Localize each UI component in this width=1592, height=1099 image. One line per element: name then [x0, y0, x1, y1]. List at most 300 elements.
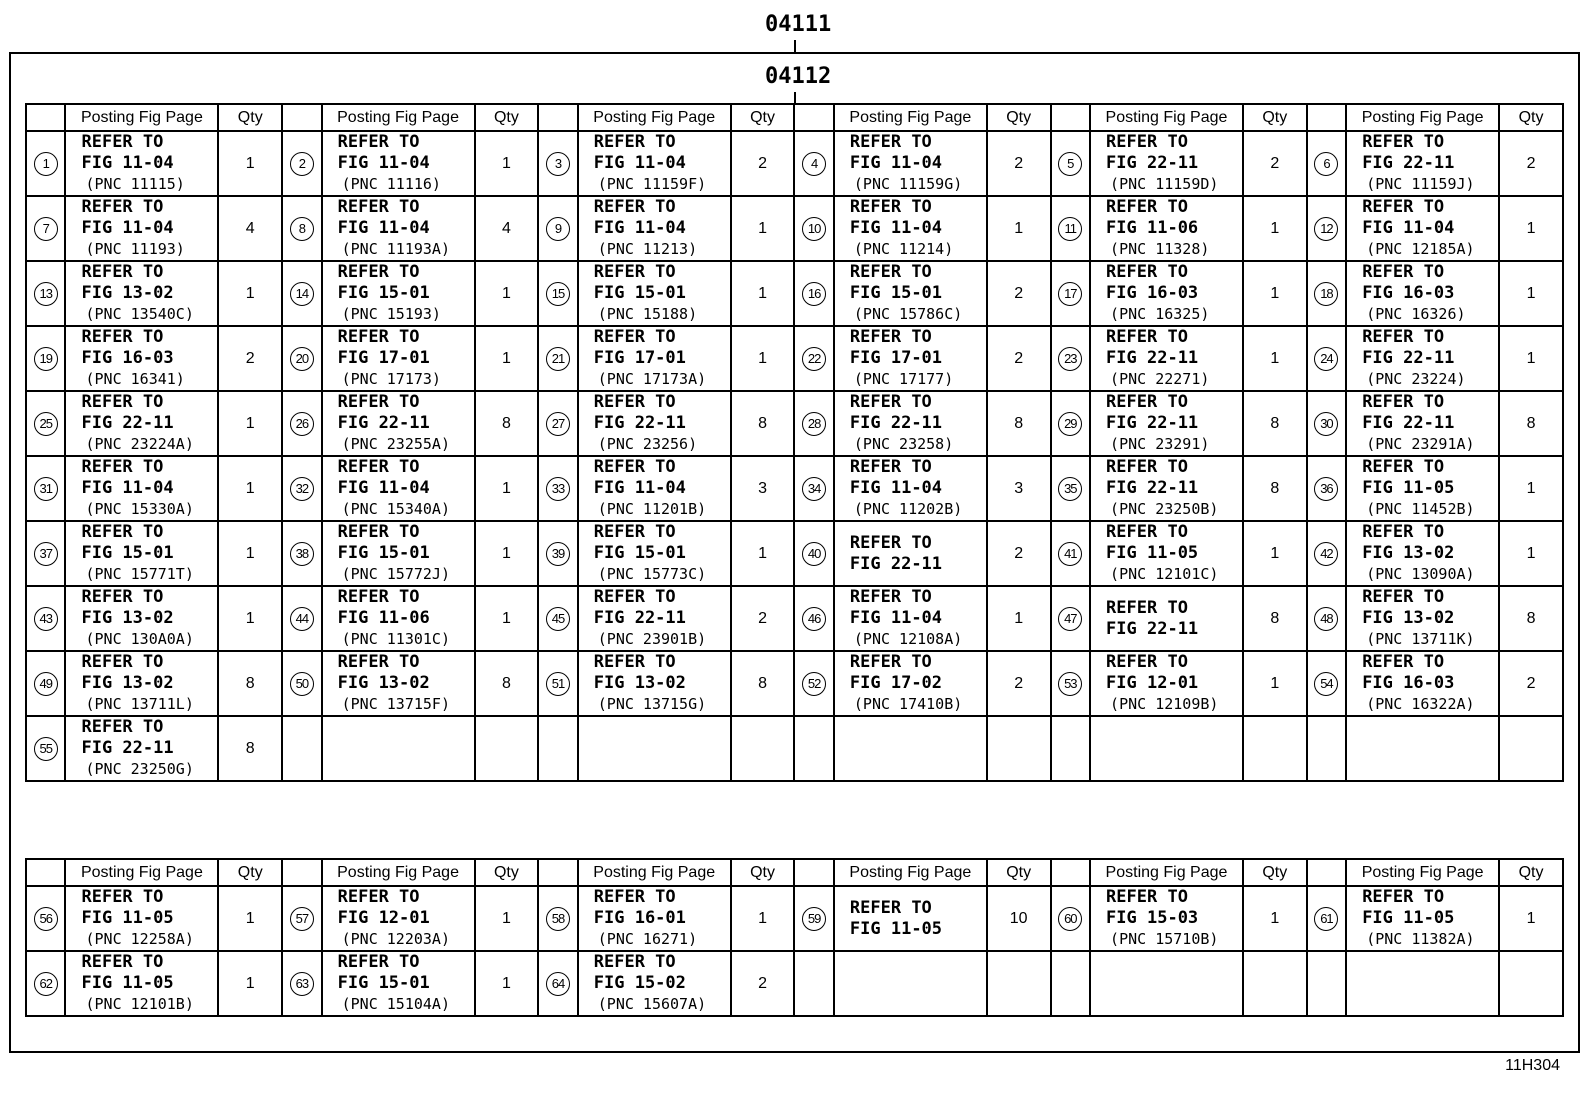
fig-page-text: FIG 17-02 [849, 673, 943, 693]
pnc-text: (PNC 23256) [597, 435, 698, 453]
fig-page-text: FIG 22-11 [593, 608, 686, 628]
pnc-text: (PNC 12203A) [341, 930, 450, 948]
posting-ref-cell [1090, 131, 1243, 196]
pnc-text: (PNC 23224) [1366, 370, 1466, 388]
posting-ref-cell [578, 651, 731, 716]
fig-page-text: FIG 11-04 [81, 153, 174, 173]
pnc-text: (PNC 11193A) [341, 240, 450, 258]
refer-to-text: REFER TO [337, 197, 420, 217]
item-number-cell [794, 886, 833, 951]
header-number-cell [26, 859, 65, 886]
table-row [26, 131, 1563, 196]
table-row [26, 391, 1563, 456]
fig-page-text: FIG 16-01 [593, 908, 686, 928]
refer-to-text: REFER TO [849, 897, 932, 918]
posting-ref-cell [65, 391, 218, 456]
item-number-cell [538, 951, 577, 1016]
item-number-cell [26, 391, 65, 456]
assembly-code-top: 04111 [765, 12, 832, 37]
item-number-badge: 26 [290, 412, 314, 436]
refer-to-text: REFER TO [81, 327, 164, 347]
fig-page-text: FIG 11-04 [849, 218, 943, 238]
qty-cell: 2 [1499, 131, 1563, 196]
posting-ref-cell [1346, 261, 1499, 326]
item-number-badge: 37 [34, 542, 58, 566]
refer-to-text: REFER TO [1106, 652, 1188, 672]
pnc-text: (PNC 16322A) [1366, 695, 1475, 713]
qty-cell: 2 [1499, 651, 1563, 716]
item-number-cell [1307, 326, 1346, 391]
item-number-badge: 59 [802, 907, 826, 931]
posting-ref-cell [322, 586, 475, 651]
posting-ref-cell [834, 196, 987, 261]
refer-to-text: REFER TO [337, 457, 420, 477]
pnc-text: (PNC 11301C) [341, 630, 450, 648]
item-number-badge: 45 [546, 607, 570, 631]
header-qty-cell: Qty [218, 104, 282, 131]
fig-page-text: FIG 22-11 [849, 553, 943, 574]
posting-ref-cell [834, 521, 987, 586]
table-header-row [26, 859, 1563, 886]
fig-page-text: FIG 22-11 [593, 413, 686, 433]
fig-page-text: FIG 11-05 [81, 973, 174, 993]
refer-to-text: REFER TO [593, 952, 676, 972]
refer-to-text: REFER TO [1362, 652, 1445, 672]
pnc-text: (PNC 12258A) [85, 930, 194, 948]
pnc-text: (PNC 15772J) [341, 565, 450, 583]
item-number-badge: 34 [802, 477, 826, 501]
item-number-cell [282, 196, 321, 261]
posting-ref-cell [1346, 456, 1499, 521]
item-number-badge: 15 [546, 282, 570, 306]
qty-cell [987, 951, 1051, 1016]
item-number-badge: 55 [34, 737, 58, 761]
posting-ref-cell [1346, 196, 1499, 261]
fig-page-text: FIG 22-11 [1362, 348, 1455, 368]
pnc-text: (PNC 15786C) [853, 305, 963, 323]
fig-page-text: FIG 11-06 [337, 608, 430, 628]
item-number-cell [1307, 391, 1346, 456]
pnc-text: (PNC 15188) [597, 305, 698, 323]
qty-cell: 1 [1499, 456, 1563, 521]
posting-ref-cell [322, 716, 475, 781]
item-number-cell [1051, 521, 1090, 586]
pnc-text: (PNC 17177) [853, 370, 954, 388]
pnc-text: (PNC 23901B) [597, 630, 707, 648]
pnc-text: (PNC 13715G) [597, 695, 707, 713]
pnc-text: (PNC 22271) [1110, 370, 1210, 388]
qty-cell: 8 [1499, 391, 1563, 456]
refer-to-text: REFER TO [593, 652, 676, 672]
item-number-cell [794, 326, 833, 391]
pnc-text: (PNC 15771T) [85, 565, 194, 583]
posting-ref-cell [834, 131, 987, 196]
posting-ref-cell [834, 326, 987, 391]
qty-cell: 8 [1243, 391, 1307, 456]
posting-ref-cell [322, 326, 475, 391]
qty-cell: 2 [731, 951, 795, 1016]
header-qty-cell: Qty [731, 859, 795, 886]
fig-page-text: FIG 13-02 [81, 673, 174, 693]
refer-to-text: REFER TO [337, 522, 420, 542]
refer-to-text: REFER TO [81, 132, 164, 152]
item-number-badge: 11 [1058, 217, 1082, 241]
qty-cell [1243, 951, 1307, 1016]
item-number-badge: 44 [290, 607, 314, 631]
qty-cell: 8 [987, 391, 1051, 456]
item-number-cell [26, 586, 65, 651]
qty-cell: 8 [1243, 456, 1307, 521]
fig-page-text: FIG 22-11 [1106, 153, 1199, 173]
pnc-text: (PNC 15330A) [85, 500, 194, 518]
fig-page-text: FIG 22-11 [337, 413, 430, 433]
pnc-text: (PNC 12108A) [853, 630, 963, 648]
qty-cell: 1 [218, 456, 282, 521]
posting-ref-cell [578, 716, 731, 781]
posting-ref-cell [1090, 261, 1243, 326]
posting-ref-cell [834, 391, 987, 456]
fig-page-text: FIG 17-01 [337, 348, 430, 368]
pnc-text: (PNC 23250B) [1110, 500, 1219, 518]
posting-ref-cell [834, 456, 987, 521]
pnc-text: (PNC 23291) [1110, 435, 1210, 453]
fig-page-text: FIG 11-04 [593, 218, 686, 238]
item-number-cell [1307, 951, 1346, 1016]
fig-page-text: FIG 11-04 [849, 153, 943, 173]
posting-ref-cell [1090, 456, 1243, 521]
item-number-cell [794, 651, 833, 716]
item-number-badge: 27 [546, 412, 570, 436]
qty-cell: 8 [475, 651, 539, 716]
qty-cell: 2 [987, 521, 1051, 586]
posting-ref-cell [322, 521, 475, 586]
qty-cell: 2 [731, 131, 795, 196]
pnc-text: (PNC 11202B) [853, 500, 963, 518]
pnc-text: (PNC 11213) [597, 240, 698, 258]
qty-cell: 4 [218, 196, 282, 261]
refer-to-text: REFER TO [337, 887, 420, 907]
pnc-text: (PNC 11382A) [1366, 930, 1475, 948]
item-number-cell [26, 951, 65, 1016]
posting-ref-cell [834, 716, 987, 781]
pnc-text: (PNC 16325) [1110, 305, 1210, 323]
item-number-badge: 19 [34, 347, 58, 371]
posting-ref-cell [65, 521, 218, 586]
header-ref-cell: Posting Fig Page [322, 104, 475, 131]
item-number-cell [26, 326, 65, 391]
pnc-text: (PNC 130A0A) [85, 630, 194, 648]
refer-to-text: REFER TO [849, 327, 932, 347]
item-number-cell [1307, 586, 1346, 651]
item-number-cell [282, 391, 321, 456]
qty-cell: 1 [218, 131, 282, 196]
header-qty-cell: Qty [1243, 104, 1307, 131]
posting-ref-cell [578, 456, 731, 521]
header-number-cell [538, 859, 577, 886]
pnc-text: (PNC 13711L) [85, 695, 194, 713]
qty-cell [475, 716, 539, 781]
item-number-cell [26, 886, 65, 951]
item-number-badge: 20 [290, 347, 314, 371]
qty-cell [1499, 951, 1563, 1016]
item-number-badge: 32 [290, 477, 314, 501]
item-number-cell [1051, 951, 1090, 1016]
posting-ref-cell [1346, 716, 1499, 781]
posting-ref-cell [834, 586, 987, 651]
refer-to-text: REFER TO [1362, 262, 1445, 282]
item-number-cell [794, 391, 833, 456]
posting-ref-cell [578, 391, 731, 456]
refer-to-text: REFER TO [1362, 327, 1445, 347]
fig-page-text: FIG 11-04 [81, 218, 174, 238]
header-number-cell [794, 104, 833, 131]
header-ref-cell: Posting Fig Page [1346, 859, 1499, 886]
qty-cell: 2 [987, 131, 1051, 196]
item-number-cell [538, 326, 577, 391]
fig-page-text: FIG 11-04 [593, 153, 686, 173]
pnc-text: (PNC 12109B) [1110, 695, 1219, 713]
item-number-badge: 14 [290, 282, 314, 306]
item-number-cell [794, 456, 833, 521]
item-number-badge: 13 [34, 282, 58, 306]
header-ref-cell: Posting Fig Page [65, 859, 218, 886]
pnc-text: (PNC 11159F) [597, 175, 707, 193]
item-number-badge: 49 [34, 672, 58, 696]
header-qty-cell: Qty [1499, 104, 1563, 131]
item-number-cell [26, 651, 65, 716]
posting-ref-cell [1090, 326, 1243, 391]
item-number-badge: 31 [34, 477, 58, 501]
header-ref-cell: Posting Fig Page [1346, 104, 1499, 131]
item-number-cell [1307, 716, 1346, 781]
item-number-badge: 60 [1058, 907, 1082, 931]
refer-to-text: REFER TO [81, 887, 164, 907]
posting-ref-cell [65, 651, 218, 716]
fig-page-text: FIG 13-02 [337, 673, 430, 693]
refer-to-text: REFER TO [593, 457, 676, 477]
pnc-text: (PNC 23258) [853, 435, 954, 453]
item-number-badge: 29 [1058, 412, 1082, 436]
fig-page-text: FIG 13-02 [81, 283, 174, 303]
refer-to-text: REFER TO [593, 522, 676, 542]
posting-ref-cell [322, 886, 475, 951]
qty-cell: 3 [731, 456, 795, 521]
refer-to-text: REFER TO [81, 587, 164, 607]
header-number-cell [794, 859, 833, 886]
item-number-cell [538, 651, 577, 716]
item-number-cell [538, 131, 577, 196]
pnc-text: (PNC 23291A) [1366, 435, 1475, 453]
item-number-badge: 38 [290, 542, 314, 566]
item-number-cell [1307, 131, 1346, 196]
pnc-text: (PNC 16271) [597, 930, 698, 948]
refer-to-text: REFER TO [1106, 262, 1188, 282]
item-number-cell [538, 391, 577, 456]
refer-to-text: REFER TO [337, 952, 420, 972]
posting-ref-cell [578, 886, 731, 951]
header-number-cell [1051, 859, 1090, 886]
table-row [26, 196, 1563, 261]
item-number-cell [282, 886, 321, 951]
fig-page-text: FIG 15-03 [1106, 908, 1199, 928]
qty-cell [1243, 716, 1307, 781]
qty-cell: 1 [218, 586, 282, 651]
fig-page-text: FIG 13-02 [1362, 608, 1455, 628]
item-number-cell [538, 586, 577, 651]
fig-page-text: FIG 16-03 [81, 348, 174, 368]
item-number-badge: 54 [1314, 672, 1338, 696]
item-number-cell [1307, 651, 1346, 716]
qty-cell: 1 [218, 261, 282, 326]
qty-cell: 2 [987, 261, 1051, 326]
fig-page-text: FIG 15-01 [849, 283, 943, 303]
pnc-text: (PNC 12185A) [1366, 240, 1475, 258]
fig-page-text: FIG 12-01 [337, 908, 430, 928]
item-number-badge: 25 [34, 412, 58, 436]
qty-cell [987, 716, 1051, 781]
refer-to-text: REFER TO [1106, 392, 1188, 412]
qty-cell: 8 [1243, 586, 1307, 651]
fig-page-text: FIG 15-01 [337, 543, 430, 563]
refer-to-text: REFER TO [1106, 132, 1188, 152]
qty-cell: 1 [731, 261, 795, 326]
fig-page-text: FIG 13-02 [81, 608, 174, 628]
posting-ref-cell [65, 196, 218, 261]
qty-cell: 2 [987, 651, 1051, 716]
refer-to-text: REFER TO [1362, 522, 1445, 542]
item-number-badge: 64 [546, 972, 570, 996]
refer-to-text: REFER TO [593, 392, 676, 412]
item-number-cell [1307, 261, 1346, 326]
header-ref-cell: Posting Fig Page [834, 859, 987, 886]
pnc-text: (PNC 11159D) [1110, 175, 1219, 193]
fig-page-text: FIG 22-11 [1362, 413, 1455, 433]
item-number-badge: 51 [546, 672, 570, 696]
item-number-badge: 4 [802, 152, 826, 176]
refer-to-text: REFER TO [849, 197, 932, 217]
illustration-code: 11H304 [1505, 1057, 1560, 1074]
fig-page-text: FIG 11-04 [337, 478, 430, 498]
item-number-cell [538, 196, 577, 261]
header-ref-cell: Posting Fig Page [322, 859, 475, 886]
refer-to-text: REFER TO [849, 132, 932, 152]
posting-ref-cell [578, 326, 731, 391]
pnc-text: (PNC 12101B) [85, 995, 194, 1013]
qty-cell: 1 [1243, 196, 1307, 261]
refer-to-text: REFER TO [849, 652, 932, 672]
refer-to-text: REFER TO [337, 327, 420, 347]
item-number-cell [282, 456, 321, 521]
pnc-text: (PNC 12101C) [1110, 565, 1219, 583]
posting-ref-cell [1090, 951, 1243, 1016]
fig-page-text: FIG 11-04 [1362, 218, 1455, 238]
fig-page-text: FIG 22-11 [81, 413, 174, 433]
refer-to-text: REFER TO [337, 132, 420, 152]
item-number-badge: 50 [290, 672, 314, 696]
qty-cell: 1 [475, 131, 539, 196]
item-number-cell [1307, 521, 1346, 586]
fig-page-text: FIG 15-01 [81, 543, 174, 563]
item-number-cell [1051, 456, 1090, 521]
posting-ref-cell [578, 521, 731, 586]
qty-cell: 1 [731, 196, 795, 261]
header-ref-cell: Posting Fig Page [65, 104, 218, 131]
pnc-text: (PNC 23250G) [85, 760, 194, 778]
item-number-badge: 12 [1314, 217, 1338, 241]
posting-ref-cell [322, 391, 475, 456]
pnc-text: (PNC 11159G) [853, 175, 963, 193]
fig-page-text: FIG 22-11 [849, 413, 943, 433]
posting-ref-cell [578, 951, 731, 1016]
item-number-cell [1051, 196, 1090, 261]
item-number-cell [282, 651, 321, 716]
posting-ref-cell [65, 951, 218, 1016]
refer-to-text: REFER TO [81, 522, 164, 542]
item-number-cell [26, 521, 65, 586]
qty-cell: 8 [218, 651, 282, 716]
refer-to-text: REFER TO [1106, 197, 1188, 217]
qty-cell: 1 [1499, 326, 1563, 391]
fig-page-text: FIG 11-05 [1362, 478, 1455, 498]
item-number-cell [794, 716, 833, 781]
qty-cell: 1 [218, 391, 282, 456]
posting-ref-cell [1346, 951, 1499, 1016]
qty-cell: 1 [731, 521, 795, 586]
fig-page-text: FIG 11-04 [849, 608, 943, 628]
refer-to-text: REFER TO [81, 197, 164, 217]
header-qty-cell: Qty [731, 104, 795, 131]
pnc-text: (PNC 11452B) [1366, 500, 1475, 518]
posting-ref-cell [1346, 651, 1499, 716]
item-number-cell [282, 586, 321, 651]
item-number-badge: 24 [1314, 347, 1338, 371]
fig-page-text: FIG 11-04 [593, 478, 686, 498]
header-qty-cell: Qty [1243, 859, 1307, 886]
item-number-cell [26, 131, 65, 196]
item-number-cell [26, 716, 65, 781]
fig-page-text: FIG 22-11 [1362, 153, 1455, 173]
refer-to-text: REFER TO [81, 952, 164, 972]
refer-to-text: REFER TO [593, 132, 676, 152]
posting-ref-cell [65, 131, 218, 196]
pnc-text: (PNC 15773C) [597, 565, 707, 583]
item-number-cell [26, 196, 65, 261]
header-qty-cell: Qty [987, 104, 1051, 131]
posting-ref-cell [65, 456, 218, 521]
pnc-text: (PNC 23224A) [85, 435, 194, 453]
table-row [26, 326, 1563, 391]
posting-ref-cell [322, 651, 475, 716]
item-number-cell [26, 456, 65, 521]
refer-to-text: REFER TO [337, 262, 420, 282]
qty-cell [731, 716, 795, 781]
header-number-cell [1307, 104, 1346, 131]
fig-page-text: FIG 11-04 [337, 218, 430, 238]
qty-cell: 1 [731, 886, 795, 951]
posting-ref-cell [834, 951, 987, 1016]
pnc-text: (PNC 15193) [341, 305, 441, 323]
item-number-cell [794, 586, 833, 651]
fig-page-text: FIG 11-04 [337, 153, 430, 173]
item-number-badge: 58 [546, 907, 570, 931]
table-row [26, 951, 1563, 1016]
header-qty-cell: Qty [987, 859, 1051, 886]
item-number-badge: 56 [34, 907, 58, 931]
posting-ref-cell [578, 261, 731, 326]
item-number-badge: 57 [290, 907, 314, 931]
pnc-text: (PNC 16326) [1366, 305, 1466, 323]
posting-ref-cell [322, 456, 475, 521]
